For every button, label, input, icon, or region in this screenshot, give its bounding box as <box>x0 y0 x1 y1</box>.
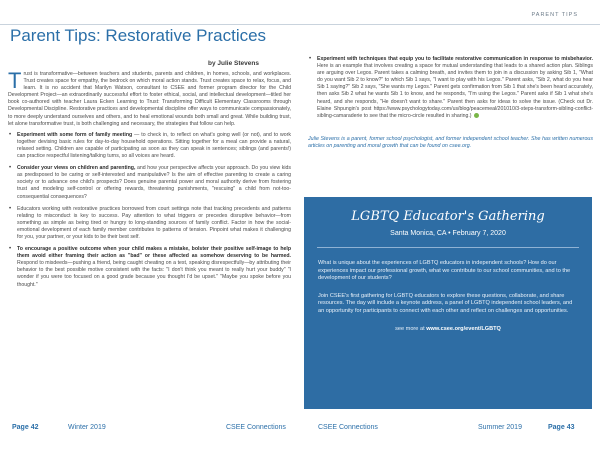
ad-subtitle: Santa Monica, CA • February 7, 2020 <box>390 230 506 237</box>
intro-paragraph: Trust is transformative—between teachers and students, parents and children, in homes, schools, and workplaces. Trust creates space for empathy, the bedrock on which moral action stands. Trust creates space to relax, focus, and learn. It is no accident that Marilyn Watson, consultant to CSEE and former program director for the Child Development Project—an extraordinarily successful effort to foster ethical, social, and intellectual development—titled her book co-authored with teacher Laura Ecken Learning to Trust: Transforming Difficult Elementary Classrooms through Developmental Discipline. Restorative practices and developmental discipline offer ways to communicate compassionately, to more deeply understand ourselves and others, and to heal emotional wounds both small and great. While building trust, let alone transformative trust, is both challenging and necessary, the strategies that follow can help. <box>8 68 291 127</box>
right-column <box>308 56 593 156</box>
footer-left-magazine: CSEE Connections <box>226 424 286 431</box>
bullet-item <box>17 246 291 289</box>
header-rule <box>0 24 600 25</box>
footer-left-page-num: Page 42 <box>12 424 39 431</box>
bullet-lead: Experiment with some form of family meeting <box>17 131 133 138</box>
bullet-text: Respond to misdeeds—pushing a friend, being caught cheating on a test, speaking disrespectfully—by attributing their behavior to the best possible motive consistent with the facts: "I don't think you meant to really hurt your buddy" "I wonder if you were too focused on a good grade because you thought I'd be upset." "Maybe you spoke before you thought." <box>17 260 291 288</box>
footer-right-magazine: CSEE Connections <box>318 424 378 431</box>
footer-left-season: Winter 2019 <box>68 424 106 431</box>
end-mark-icon <box>474 113 479 118</box>
byline: by Julie Stevens <box>208 60 259 67</box>
bullet-item <box>17 206 291 241</box>
bullet-lead: To encourage a positive outcome when your child makes a mistake, bolster their positive self-image to help them avoid either framing their action as "bad" or these affected as somehow deserving to be harmed. <box>17 246 291 260</box>
right-bullet-list <box>308 56 593 120</box>
bullet-item <box>17 132 291 160</box>
running-head: PARENT TIPS <box>531 12 578 18</box>
ad-title: LGBTQ Educator's Gathering <box>351 209 545 224</box>
bullet-item <box>17 165 291 200</box>
ad-paragraph: What is unique about the experiences of LGBTQ educators in independent schools? How do our experiences impact our professional growth, what we contribute to our school communities, and to the development of our students? <box>318 260 571 282</box>
ad-link-prefix: see more at <box>395 325 427 332</box>
bullet-text: Educators working with restorative practices borrowed from court settings note that tracking precedents and patterns relating to misconduct is key to success. Pay attention to what triggers or precedes disruptive behavior—from something as simple as being tired or hungry to long-standing sources of family conflict. Factor in how the social-emotional development of each family member contributes to patterns of tension. Pinpoint what makes it challenging for you, your partner, or your kids to be their best self. <box>17 205 291 240</box>
event-ad <box>304 197 592 409</box>
bullet-text: and how your perspective affects your approach. Do you view kids as predisposed to be caring or self-interested and manipulative? Is the aim of effective parenting to create a caring society or to advance one child's prospects? Does genuine parental power and moral authority derive from fostering trust and modeling self-control or offering rewards, threatening punishments, "rescuing" a child from not-too-consequential consequences? <box>17 165 291 200</box>
left-column <box>8 68 291 294</box>
left-bullet-list <box>8 132 291 289</box>
bullet-item <box>317 56 593 120</box>
ad-link-line <box>304 326 592 332</box>
ad-link[interactable]: www.csee.org/event/LGBTQ <box>426 325 501 332</box>
author-bio: Julie Stevens is a parent, former school psychologist, and former independent school teacher. She has written numerous articles on parenting and moral growth that can be found on csee.org. <box>308 135 593 150</box>
bullet-text: — to check in, to reflect on what's going well (or not), and to work together devising basic rules for day-to-day household operations. Sitting together for a meal can provide a natural, relaxed setting. Children are capable of participating as soon as they can speak in sentences; siblings (and parents!) can practice respectful listening/talking turns, so all voices are heard. <box>17 131 291 160</box>
article-title: Parent Tips: Restorative Practices <box>10 26 267 45</box>
footer-right-page-num: Page 43 <box>548 424 575 431</box>
bullet-lead: Experiment with techniques that equip you to facilitate restorative communication in response to misbehavior. <box>317 56 593 62</box>
ad-divider <box>317 247 579 248</box>
ad-paragraph: Join CSEE's first gathering for LGBTQ educators to explore these questions, collaborate, and share resources. The day will include a keynote address, a panel of LGBTQ independent school leaders, and an opportunity for participants to connect with each other and reflect on challenges and opportunities. <box>318 292 573 314</box>
bullet-lead: Consider your views on children and parenting, <box>17 165 136 172</box>
bullet-text: Here is an example that involves creating a space for mutual understanding that leads to a shared action plan. Siblings are arguing over Legos. Parent takes a calming breath, and invites them to join in a discussion by asking Sib 1, "What do you want Sib 2 to know?" to which Sib 1 says, "I want to play with his Legos." Parent asks, "Sib 2, what do you hear Sib 1 saying?" Sib 2 says, "She wants my Legos." Parent gets confirmation from Sib 1 that she's been heard accurately, then asks Sib 2 what he wants Sib 1 to know, and he responds, "I'm using the Legos." Parent asks if Sib 1 what she's heard, and she responds, "He doesn't want to share." Parent then asks for ideas to solve the issue. (Check out Dr. Elaine Shpungin's post https://www.psychologytoday.com/us/blog/peacemeal/201010/3-steps-transform-sibling-conflict-sibling-camaraderie to see that the micro-circle resulted in sharing.) <box>317 63 593 119</box>
footer-right-season: Summer 2019 <box>478 424 522 431</box>
